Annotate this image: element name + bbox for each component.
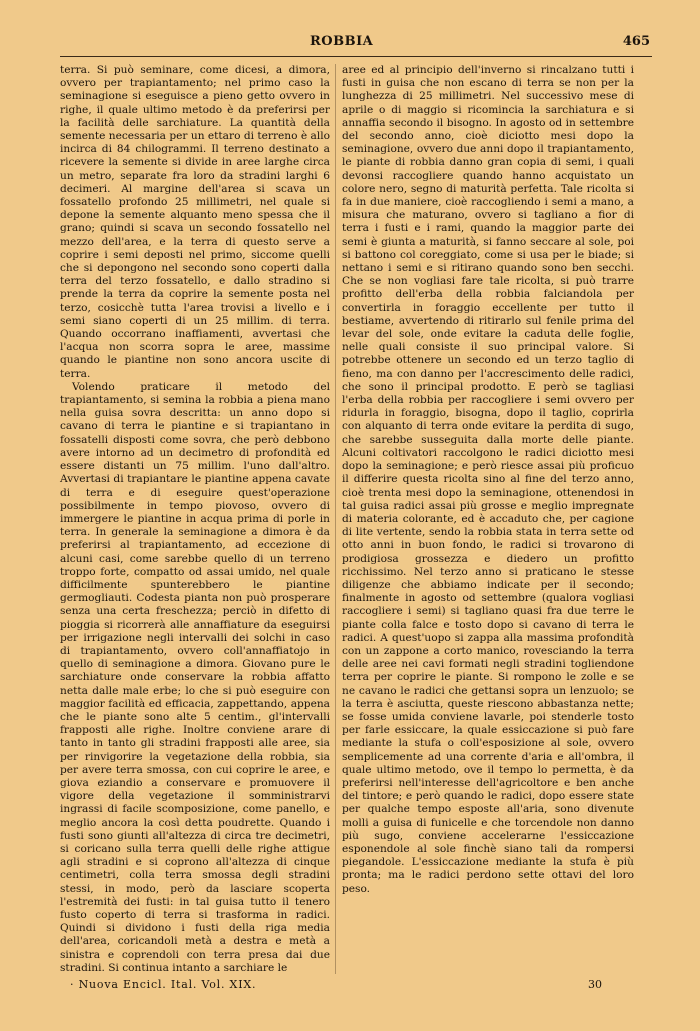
footer-signature: · Nuova Encicl. Ital. Vol. XIX.: [70, 978, 257, 991]
header-rule: [60, 56, 652, 57]
footer-signature-number: 30: [588, 978, 602, 991]
running-title: ROBBIA: [310, 34, 374, 49]
right-column: [342, 64, 634, 896]
right-paragraph-1: aree ed al principio dell'inverno si rincalzano tutti i fusti in guisa che non escano di terra se non per la lunghezza di 25 millimetri. Nel successivo mese di aprile o di maggio si ricomincia la sarchiatura e si annaffia secondo il bisogno. In agosto od in settembre del secondo anno, cioè diciotto mesi dopo la seminagione, ovvero due anni dopo il trapiantamento, le piante di robbia danno gran copia di semi, i quali devonsi raccogliere quando hanno acquistato un colore nero, segno di maturità perfetta. Tale ricolta si fa in due maniere, cioè raccogliendo i semi a mano, a misura che maturano, ovvero si tagliano a fior di terra i fusti e i rami, quando la maggior parte dei semi è giunta a maturità, si fanno seccare al sole, poi si battono col coreggiato, come si usa per le biade; si nettano i semi e si ritirano quando sono ben secchi. Che se non vogliasi fare tale ricolta, si può trarre profitto dell'erba della robbia falciandola per convertirla in foraggio eccellente per tutto il bestiame, avvertendo di ritirarlo sul fenile prima del levar del sole, onde evitare la caduta delle foglie, nelle quali consiste il suo principal valore. Si potrebbe ottenere un secondo ed un terzo taglio di fieno, ma con danno per l'accrescimento delle radici, che sono il principal prodotto. E però se tagliasi l'erba della robbia per raccogliere i semi ovvero per ridurla in foraggio, bisogna, dopo il taglio, coprirla con alquanto di terra onde evitare la perdita di sugo, che sarebbe susseguita dalla morte delle piante. Alcuni coltivatori raccolgono le radici diciotto mesi dopo la seminagione; e però riesce assai più proficuo il differire questa ricolta sino al fine del terzo anno, cioè trenta mesi dopo la seminagione, ottenendosi in tal guisa radici assai più grosse e meglio impregnate di materia colorante, ed è accaduto che, per cagione di lite vertente, sendo la robbia stata in terra sette od otto anni in buon fondo, le radici si trovarono di prodigiosa grossezza e diedero un profitto ricchissimo. Nel terzo anno si praticano le stesse diligenze che abbiamo indicate per il secondo; finalmente in agosto od settembre (qualora vogliasi raccogliere i semi) si tagliano quasi fra due terre le piante colla falce e tosto dopo si cavano di terra le radici. A quest'uopo si zappa alla massima profondità con un zappone a corto manico, rovesciando la terra delle aree nei cavi formati negli stradini togliendone terra per coprire le piante. Si rompono le zolle e se ne cavano le radici che gettansi sopra un lenzuolo; se la terra è asciutta, queste riescono abbastanza nette; se fosse umida conviene lavarle, poi stenderle tosto per farle essiccare, la quale essiccazione si può fare mediante la stufa o coll'esposizione al sole, ovvero semplicemente ad una corrente d'aria e all'ombra, il quale ultimo metodo, ove il tempo lo permetta, è da preferirsi nell'interesse dell'agricoltore e ben anche del tintore; e però quando le radici, dopo essere state per qualche tempo esposte all'aria, sono divenute molli a guisa di funicelle e che torcendole non danno più sugo, conviene accelerarne l'essiccazione esponendole al sole finchè siano tali da rompersi piegandole. L'essiccazione mediante la stufa è più pronta; ma le radici perdono sette ottavi del loro peso.: [342, 64, 634, 895]
page-number: 465: [622, 34, 650, 49]
page-footer: [60, 978, 650, 996]
left-paragraph-2: Volendo praticare il metodo del trapiantamento, si semina la robbia a piena mano nella guisa sovra descritta: un anno dopo si cavano di terra le piantine e si trapiantano in fossatelli disposti come sovra, che però debbono avere intorno ad un decimetro di profondità ed essere distanti un 75 millim. l'uno dall'altro. Avvertasi di trapiantare le piantine appena cavate di terra e di eseguire quest'operazione possibilmente in tempo piovoso, ovvero di immergere le piantine in acqua prima di porle in terra. In generale la seminagione a dimora è da preferirsi al trapiantamento, ad eccezione di alcuni casi, come sarebbe quello di un terreno troppo forte, compatto od assai umido, nel quale difficilmente spunterebbero le piantine germogliauti. Codesta pianta non può prosperare senza una certa freschezza; perciò in difetto di pioggia si ricorrerà alle annaffiature da eseguirsi per irrigazione negli intervalli dei solchi in caso di trapiantamento, ovvero coll'annaffiatojo in quello di seminagione a dimora. Giovano pure le sarchiature onde conservare la robbia affatto netta dalle male erbe; lo che si può eseguire con maggior facilità ed efficacia, zappettando, appena che le piante sono alte 5 centim., gl'intervalli frapposti alle righe. Inoltre conviene arare di tanto in tanto gli stradini frapposti alle aree, sia per rinvigorire la vegetazione della robbia, sia per avere terra smossa, con cui coprire le aree, e giova eziandio a conservare e promuovere il vigore della vegetazione il somministrarvi ingrassi di facile scomposizione, come panello, e meglio ancora la così detta poudrette. Quando i fusti sono giunti all'altezza di circa tre decimetri, si coricano sulla terra quelli delle righe attigue agli stradini e si coprono all'altezza di cinque centimetri, colla terra smossa degli stradini stessi, in modo, però da lasciare scoperta l'estremità dei fusti: in tal guisa tutto il tenero fusto coperto di terra si trasforma in radici. Quindi si dividono i fusti della riga media dell'area, coricandoli metà a destra e metà a sinistra e coprendoli con terra presa dai due stradini. Si continua intanto a sarchiare le: [60, 380, 330, 974]
left-column: [60, 64, 330, 975]
column-divider: [335, 64, 336, 974]
left-paragraph-1: terra. Si può seminare, come dicesi, a dimora, ovvero per trapiantamento; nel primo caso la seminagione si eseguisce a pieno getto ovvero in righe, il quale ultimo metodo è da preferirsi per la facilità delle sarchiature. La quantità della semente necessaria per un ettaro di terreno è allo incirca di 84 chilogrammi. Il terreno destinato a ricevere la semente si divide in aree larghe circa un metro, separate fra loro da stradini larghi 6 decimeri. Al margine dell'area si scava un fossatello profondo 25 millimetri, nel quale si depone la semente alquanto meno spessa che il grano; quindi si scava un secondo fossatello nel mezzo dell'area, e la terra di questo serve a coprire i semi deposti nel primo, siccome quelli che si depongono nel secondo sono coperti dalla terra del terzo fossatello, e dallo stradino si prende la terra da coprire la semente posta nel terzo, cosicchè tutta l'area trovisi a livello e i semi siano coperti di un 25 millim. di terra. Quando occorrano inaffiamenti, avvertasi che l'acqua non scorra sopra le aree, massime quando le piantine non sono ancora uscite di terra.: [60, 64, 330, 380]
page-header: [60, 34, 650, 54]
